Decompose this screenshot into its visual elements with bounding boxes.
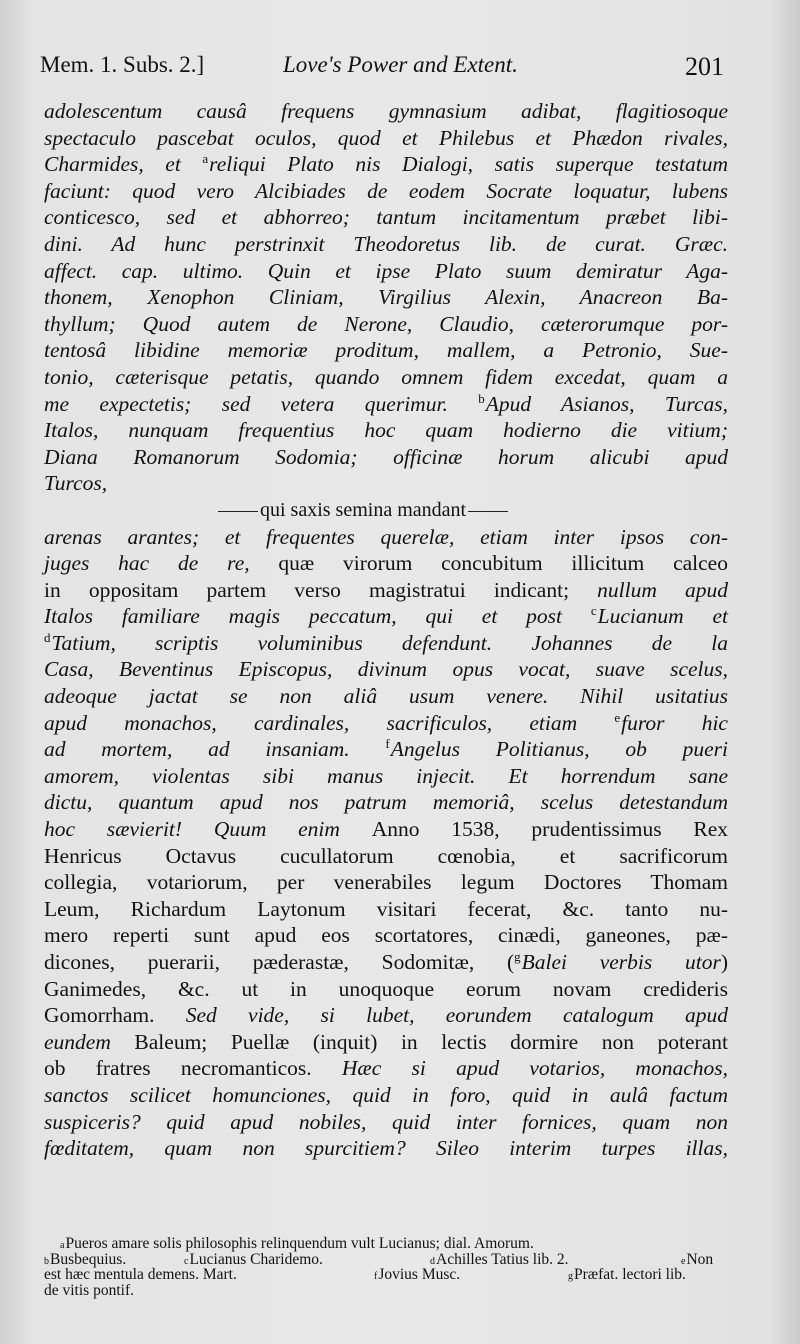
italic-text: arenas arantes; et frequentes querelæ, etiam inter ipsos con-	[44, 524, 728, 549]
text-line	[44, 1082, 728, 1109]
italic-text: nullum apud	[597, 577, 728, 602]
text-line	[44, 550, 728, 577]
footnote-marker: a	[60, 1240, 65, 1251]
roman-text: Ganimedes, &c. ut in unoquoque eorum novam credideris	[44, 976, 728, 1001]
footnote-line	[44, 1236, 728, 1252]
footnote-marker: c	[590, 603, 597, 619]
footnote-text: est hæc mentula demens. Mart.	[44, 1266, 237, 1283]
italic-text: Apud Asianos, Turcas,	[485, 391, 728, 416]
footnote-marker: a	[202, 151, 209, 167]
italic-text: me expectetis; sed vetera querimur.	[44, 391, 479, 416]
roman-text: ob fratres necromanticos.	[44, 1056, 342, 1081]
footnote-marker: e	[681, 1255, 686, 1267]
text-line	[44, 470, 728, 497]
roman-text: in oppositam partem verso magistratui indicant;	[44, 577, 598, 602]
text-line	[44, 204, 728, 231]
text-line	[44, 98, 728, 125]
text-line	[44, 710, 728, 737]
text-line	[44, 736, 728, 763]
italic-text: ad mortem, ad insaniam.	[44, 737, 386, 762]
italic-text: Charmides, et	[44, 152, 203, 177]
italic-text: Angelus Politianus, ob pueri	[390, 737, 729, 762]
italic-text: Turcos,	[44, 471, 108, 496]
roman-text: Anno 1538, prudentissimus Rex	[371, 817, 728, 842]
footnote-marker: b	[478, 390, 485, 406]
text-line	[44, 337, 728, 364]
main-text	[44, 98, 728, 1162]
text-line	[44, 151, 728, 178]
roman-text: collegia, votariorum, per venerabiles legum Doctores Thomam	[44, 870, 728, 895]
italic-text: dini. Ad hunc perstrinxit Theodoretus lib. de curat. Græc.	[44, 231, 728, 256]
text-line	[44, 1109, 728, 1136]
roman-text: Henricus Octavus cucullatorum cœnobia, et sacrificorum	[44, 843, 728, 868]
footnote-text: Non	[686, 1250, 714, 1268]
italic-text: Lucianum et	[597, 604, 728, 629]
footnote-marker: f	[385, 736, 390, 752]
dash-rule	[468, 511, 508, 512]
footnote-text: Lucianus Charidemo.	[189, 1250, 323, 1268]
italic-text: thonem, Xenophon Cliniam, Virgilius Alexin, Anacreon Ba-	[44, 285, 728, 310]
italic-text: Tatium, scriptis voluminibus defendunt. Johannes de la	[51, 630, 728, 655]
italic-text: fœditatem, quam non spurcitiem? Sileo interim turpes illas,	[44, 1136, 728, 1161]
text-line	[44, 1029, 728, 1056]
italic-text: suspiceris? quid apud nobiles, quid inter fornices, quam non	[44, 1109, 728, 1134]
text-line	[44, 391, 728, 418]
italic-text: spectaculo pascebat oculos, quod et Philebus et Phædon rivales,	[44, 125, 728, 150]
italic-text: apud monachos, cardinales, sacrificulos, etiam	[44, 710, 615, 735]
roman-text: )	[720, 950, 729, 974]
italic-text: furor hic	[621, 710, 728, 735]
text-line	[44, 284, 728, 311]
text-line	[44, 311, 728, 338]
footnote-marker: d	[44, 629, 51, 645]
text-line	[44, 816, 728, 843]
text-line	[44, 125, 728, 152]
text-line	[44, 231, 728, 258]
roman-text: quæ virorum concubitum illicitum calceo	[249, 551, 728, 576]
footnote-text: Achilles Tatius lib. 2.	[436, 1250, 569, 1268]
dash-rule	[218, 511, 258, 512]
italic-text: juges hac de re,	[44, 551, 250, 576]
running-title: Love's Power and Extent.	[283, 52, 518, 77]
footnote-marker: c	[184, 1255, 189, 1267]
roman-text: mero reperti sunt apud eos scortatores, cinædi, ganeones, pæ-	[44, 923, 728, 948]
italic-text: Italos, nunquam frequentius hoc quam hodierno die vitium;	[44, 418, 728, 443]
text-line	[44, 364, 728, 391]
section-reference: Mem. 1. Subs. 2.]	[40, 52, 205, 77]
text-line	[44, 178, 728, 205]
italic-text: adolescentum causâ frequens gymnasium adibat, flagitiosoque	[44, 99, 728, 123]
footnote-line	[44, 1283, 728, 1299]
footnote-text: Præfat. lectori lib.	[574, 1266, 686, 1283]
page-number: 201	[685, 52, 724, 81]
text-line	[44, 577, 728, 604]
footnote-marker: f	[374, 1271, 378, 1282]
footnote-text: Pueros amare solis philosophis relinquendum vult Lucianus; dial. Amorum.	[65, 1235, 534, 1252]
text-line	[44, 843, 728, 870]
italic-text: faciunt: quod vero Alcibiades de eodem Socrate loquatur, lubens	[44, 178, 728, 203]
text-line	[44, 869, 728, 896]
italic-text: eundem	[44, 1029, 135, 1054]
footnote-line	[44, 1252, 728, 1268]
footnotes	[44, 1236, 728, 1298]
text-line	[44, 656, 728, 683]
italic-text: Balei verbis utor	[521, 950, 721, 974]
footnote	[44, 1283, 134, 1299]
footnote-marker: d	[430, 1255, 435, 1267]
text-line	[44, 763, 728, 790]
footnote-text: Busbequius.	[50, 1250, 127, 1268]
roman-text: Leum, Richardum Laytonum visitari fecerat, &c. tanto nu-	[44, 896, 728, 921]
text-line	[44, 1135, 728, 1162]
text-line	[44, 1055, 728, 1082]
footnote-marker: g	[568, 1271, 573, 1282]
italic-text: adeoque jactat se non aliâ usum venere. Nihil usitatius	[44, 684, 728, 709]
footnote-text: de vitis pontif.	[44, 1281, 134, 1299]
italic-text: Casa, Beventinus Episcopus, divinum opus vocat, suave scelus,	[44, 657, 728, 682]
roman-text: qui saxis semina mandant	[260, 498, 467, 521]
running-header	[40, 52, 728, 84]
footnote-line	[44, 1267, 728, 1283]
footnote-text: Jovius Musc.	[378, 1266, 461, 1283]
text-line	[44, 630, 728, 657]
text-line	[44, 258, 728, 285]
text-line	[44, 683, 728, 710]
text-line	[44, 417, 728, 444]
text-line	[44, 922, 728, 949]
text-line	[44, 896, 728, 923]
roman-text: Baleum; Puellæ (inquit) in lectis dormire non poterant	[134, 1029, 728, 1054]
italic-text: dictu, quantum apud nos patrum memoriâ, scelus detestandum	[44, 790, 728, 815]
roman-text: Gomorrham.	[44, 1003, 186, 1028]
italic-text: Sed vide, si lubet, eorundem catalogum apud	[185, 1003, 728, 1028]
roman-text: dicones, puerarii, pæderastæ, Sodomitæ, (	[44, 950, 515, 974]
text-line	[44, 524, 728, 551]
italic-text: tonio, cæterisque petatis, quando omnem fidem excedat, quam a	[44, 364, 728, 389]
italic-text: sanctos scilicet homunciones, quid in foro, quid in aulâ factum	[44, 1082, 728, 1107]
italic-text: affect. cap. ultimo. Quin et ipse Plato suum demiratur Aga-	[44, 258, 728, 283]
italic-text: amorem, violentas sibi manus injecit. Et horrendum sane	[44, 763, 728, 788]
footnote	[44, 1267, 237, 1283]
text-line	[44, 1002, 728, 1029]
italic-text: conticesco, sed et abhorreo; tantum incitamentum præbet libi-	[44, 205, 728, 230]
footnote-marker: g	[514, 949, 521, 964]
faded-bleedthrough-area	[44, 1184, 728, 1224]
italic-text: Hæc si apud votarios, monachos,	[341, 1056, 728, 1081]
text-line	[44, 603, 728, 630]
italic-text: Italos familiare magis peccatum, qui et post	[44, 604, 591, 629]
footnote-marker: b	[44, 1255, 49, 1267]
footnote-marker: e	[614, 709, 621, 725]
text-line	[44, 444, 728, 471]
text-line	[44, 789, 728, 816]
italic-text: thyllum; Quod autem de Nerone, Claudio, cæterorumque por-	[44, 311, 728, 336]
text-line	[44, 497, 728, 524]
text-line	[44, 976, 728, 1003]
italic-text: hoc sævierit! Quum enim	[44, 817, 372, 842]
text-line	[44, 949, 728, 976]
italic-text: reliqui Plato nis Dialogi, satis superque testatum	[209, 152, 728, 177]
italic-text: Diana Romanorum Sodomia; officinæ horum alicubi apud	[44, 444, 728, 469]
italic-text: tentosâ libidine memoriæ proditum, mallem, a Petronio, Sue-	[44, 338, 728, 363]
